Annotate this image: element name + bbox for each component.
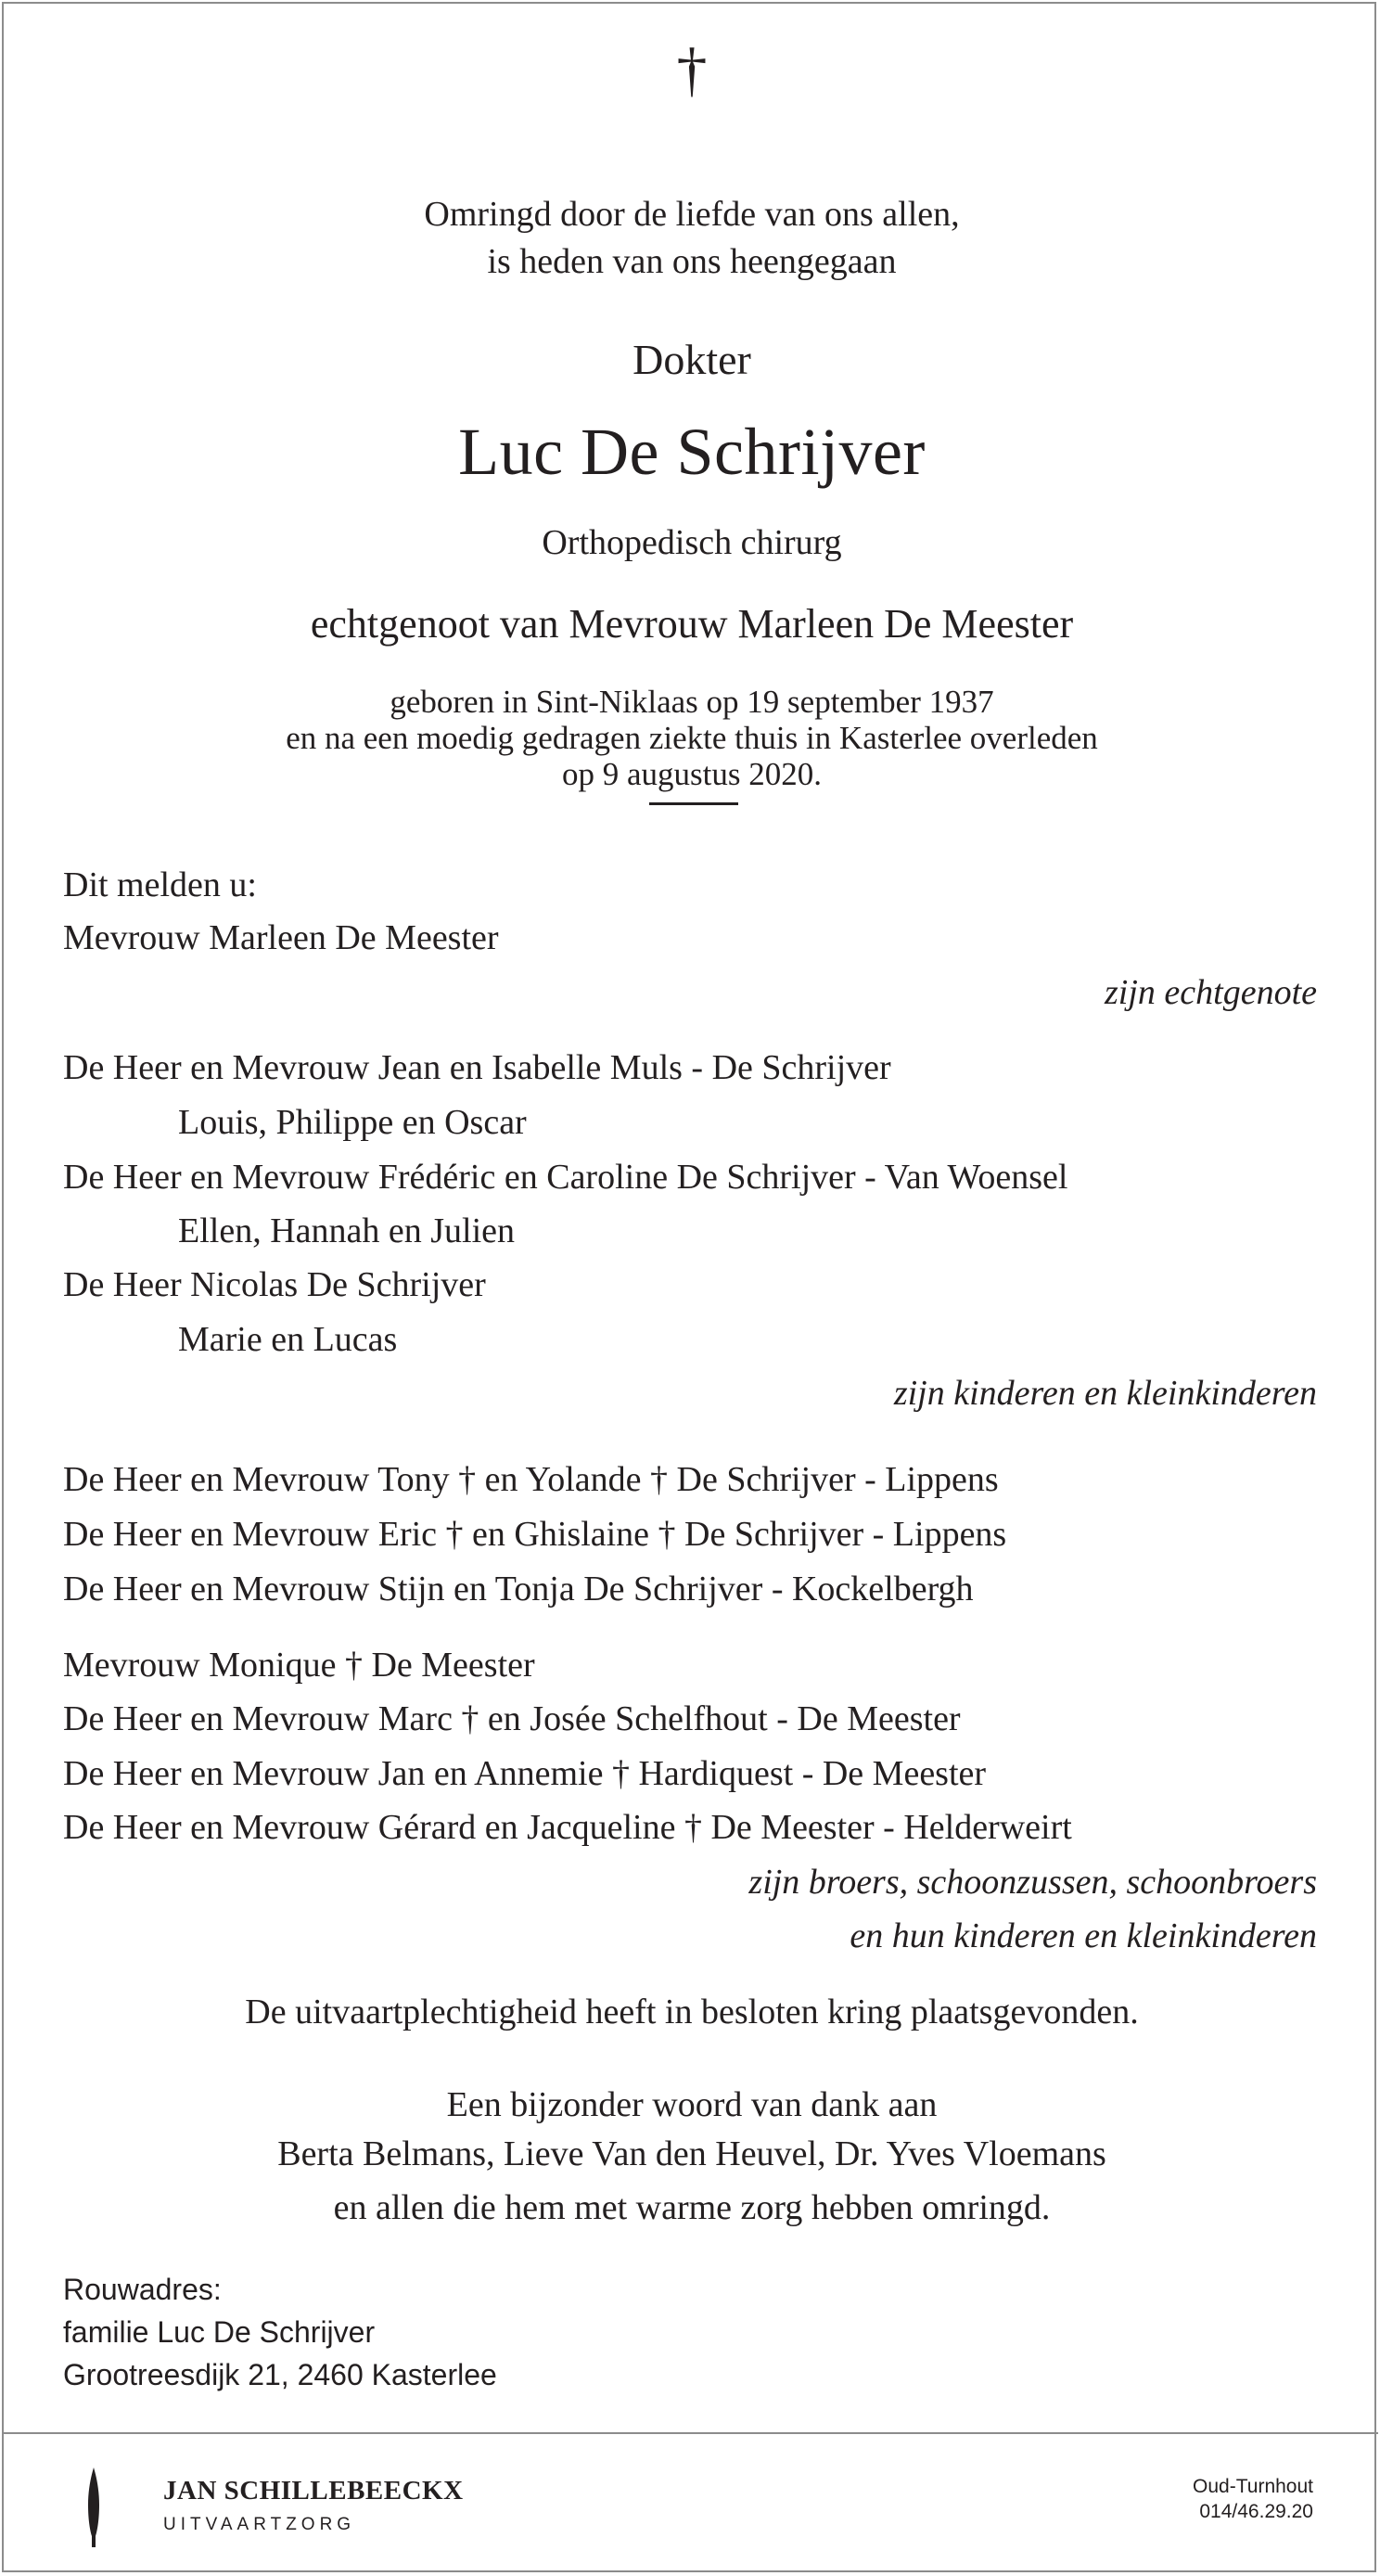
spouse-role: zijn echtgenote: [1105, 973, 1317, 1012]
intro-line-1: Omringd door de liefde van ons allen,: [424, 195, 960, 234]
announcement-intro: Dit melden u:: [63, 865, 257, 904]
sibling-line-6: De Heer en Mevrouw Jan en Annemie † Hardiquest - De Meester: [63, 1754, 987, 1793]
intro-line-2: is heden van ons heengegaan: [487, 242, 897, 281]
child-1-parents: De Heer en Mevrouw Jean en Isabelle Muls - De Schrijver: [63, 1048, 891, 1087]
child-2-parents: De Heer en Mevrouw Frédéric en Caroline De Schrijver - Van Woensel: [63, 1158, 1068, 1197]
child-1-grandchildren: Louis, Philippe en Oscar: [178, 1103, 527, 1142]
footer-divider: [4, 2432, 1378, 2434]
birth-line-1: geboren in Sint-Niklaas op 19 september 1937: [390, 684, 994, 720]
funeral-home-name: JAN SCHILLEBEECKX: [163, 2476, 464, 2506]
obituary-card: [2, 2, 1376, 2572]
ceremony-text: De uitvaartplechtigheid heeft in besloten kring plaatsgevonden.: [245, 1993, 1139, 2031]
siblings-role-2: en hun kinderen en kleinkinderen: [850, 1916, 1317, 1955]
birth-line-2: en na een moedig gedragen ziekte thuis in Kasterlee overleden: [286, 720, 1098, 756]
thanks-line-3: en allen die hem met warme zorg hebben omringd.: [333, 2188, 1051, 2227]
address-line-2: Grootreesdijk 21, 2460 Kasterlee: [63, 2358, 497, 2391]
sibling-line-4: Mevrouw Monique † De Meester: [63, 1646, 535, 1685]
contact-location: Oud-Turnhout: [1193, 2476, 1313, 2497]
birth-line-3: op 9 augustus 2020.: [562, 756, 822, 792]
funeral-home-subtitle: UITVAARTZORG: [163, 2515, 356, 2534]
siblings-role-1: zijn broers, schoonzussen, schoonbroers: [748, 1863, 1317, 1902]
spouse-name: Mevrouw Marleen De Meester: [63, 918, 499, 957]
children-role: zijn kinderen en kleinkinderen: [893, 1374, 1317, 1413]
thanks-line-1: Een bijzonder woord van dank aan: [446, 2085, 938, 2124]
deceased-profession: Orthopedisch chirurg: [542, 523, 842, 562]
contact-phone: 014/46.29.20: [1199, 2501, 1313, 2522]
sibling-line-3: De Heer en Mevrouw Stijn en Tonja De Schrijver - Kockelbergh: [63, 1570, 974, 1608]
child-2-grandchildren: Ellen, Hannah en Julien: [178, 1211, 516, 1250]
deceased-name: Luc De Schrijver: [458, 415, 926, 489]
sibling-line-2: De Heer en Mevrouw Eric † en Ghislaine † De Schrijver - Lippens: [63, 1515, 1007, 1554]
child-3-parents: De Heer Nicolas De Schrijver: [63, 1265, 486, 1304]
sibling-line-1: De Heer en Mevrouw Tony † en Yolande † De Schrijver - Lippens: [63, 1460, 999, 1499]
sibling-line-7: De Heer en Mevrouw Gérard en Jacqueline † De Meester - Helderweirt: [63, 1808, 1072, 1847]
address-line-1: familie Luc De Schrijver: [63, 2315, 376, 2349]
sibling-line-5: De Heer en Mevrouw Marc † en Josée Schelfhout - De Meester: [63, 1699, 961, 1738]
cypress-tree-icon: [83, 2467, 104, 2547]
deceased-title: Dokter: [632, 336, 751, 383]
address-label: Rouwadres:: [63, 2273, 222, 2306]
child-3-grandchildren: Marie en Lucas: [178, 1320, 398, 1359]
cross-icon: †: [676, 36, 708, 104]
thanks-line-2: Berta Belmans, Lieve Van den Heuvel, Dr. Yves Vloemans: [277, 2134, 1106, 2173]
spouse-line: echtgenoot van Mevrouw Marleen De Meester: [310, 601, 1074, 647]
date-underline: [649, 802, 738, 805]
